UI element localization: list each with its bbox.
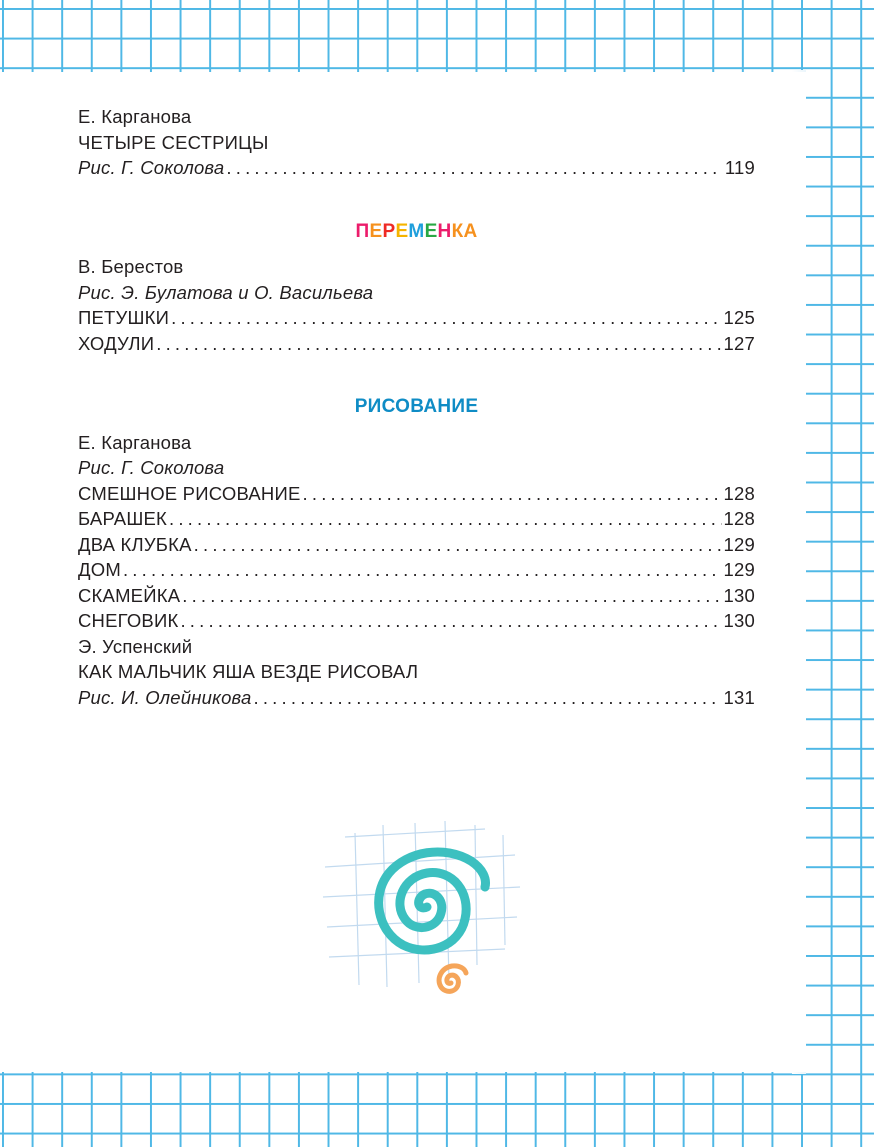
page-number: 130 — [723, 610, 755, 631]
author-name: Е. Карганова — [78, 106, 192, 127]
leader-dots — [156, 331, 721, 357]
spiral-illustration — [315, 815, 535, 1010]
page-number: 129 — [723, 533, 755, 555]
story-title: БАРАШЕК — [78, 508, 167, 529]
story-title-line — [78, 130, 755, 156]
page-number: 125 — [723, 307, 755, 328]
leader-dots — [123, 557, 722, 583]
leader-dots — [303, 481, 722, 507]
illustrator-line — [78, 280, 755, 306]
illustrator-line — [78, 455, 755, 481]
section-heading-risovanie: РИСОВАНИЕ — [354, 396, 479, 417]
section-heading-peremenka — [78, 219, 755, 245]
spiral-icon — [315, 815, 535, 1005]
story-title: ПЕТУШКИ — [78, 307, 170, 328]
heading-letter: Р — [382, 220, 396, 242]
author-name: Э. Успенский — [78, 635, 193, 657]
illustrator-credit: Рис. И. Олейникова — [78, 686, 252, 708]
page-number: 131 — [723, 686, 755, 708]
story-title: ХОДУЛИ — [78, 332, 155, 354]
story-title: СКАМЕЙКА — [78, 584, 181, 606]
heading-letter: КА — [451, 220, 478, 242]
small-spiral-icon — [439, 966, 466, 992]
heading-letter: Е — [369, 220, 383, 242]
toc-entry[interactable] — [78, 481, 755, 507]
story-title: ДОМ — [78, 559, 121, 580]
author-line — [78, 634, 755, 660]
toc-entry[interactable] — [78, 583, 755, 609]
leader-dots — [171, 305, 721, 331]
leader-dots — [194, 532, 722, 558]
heading-letter: М — [408, 220, 425, 242]
story-title-line — [78, 659, 755, 685]
page-number: 130 — [723, 584, 755, 606]
heading-letter: Е — [424, 220, 438, 242]
toc-entry[interactable] — [78, 305, 755, 331]
toc-entry[interactable] — [78, 532, 755, 558]
page-number: 128 — [723, 482, 755, 504]
author-line — [78, 104, 755, 130]
leader-dots — [182, 583, 721, 609]
heading-letter: Е — [395, 220, 409, 242]
heading-letter: Н — [437, 220, 452, 242]
page-number: 119 — [724, 157, 755, 178]
illustrator-credit: Рис. Г. Соколова — [78, 457, 225, 478]
story-title: ДВА КЛУБКА — [78, 533, 192, 555]
toc-entry[interactable] — [78, 331, 755, 357]
leader-dots — [226, 155, 723, 181]
leader-dots — [169, 506, 722, 532]
table-of-contents — [78, 104, 755, 710]
story-title: СНЕГОВИК — [78, 610, 179, 631]
page-number: 129 — [723, 559, 755, 580]
leader-dots — [254, 685, 722, 711]
heading-letter: П — [355, 220, 370, 242]
story-title: СМЕШНОЕ РИСОВАНИЕ — [78, 482, 301, 504]
story-title: КАК МАЛЬЧИК ЯША ВЕЗДЕ РИСОВАЛ — [78, 661, 419, 682]
illustrator-credit: Рис. Г. Соколова — [78, 157, 225, 178]
author-name: В. Берестов — [78, 256, 184, 277]
toc-entry[interactable] — [78, 155, 755, 181]
author-name: Е. Карганова — [78, 431, 192, 453]
author-line — [78, 430, 755, 456]
story-title: ЧЕТЫРЕ СЕСТРИЦЫ — [78, 131, 269, 153]
illustrator-credit: Рис. Э. Булатова и О. Васильева — [78, 281, 374, 303]
toc-entry[interactable] — [78, 608, 755, 634]
toc-entry[interactable] — [78, 685, 755, 711]
toc-entry[interactable] — [78, 506, 755, 532]
page-number: 128 — [723, 508, 755, 529]
page-number: 127 — [723, 332, 755, 354]
toc-entry[interactable] — [78, 557, 755, 583]
author-line — [78, 254, 755, 280]
leader-dots — [180, 608, 721, 634]
